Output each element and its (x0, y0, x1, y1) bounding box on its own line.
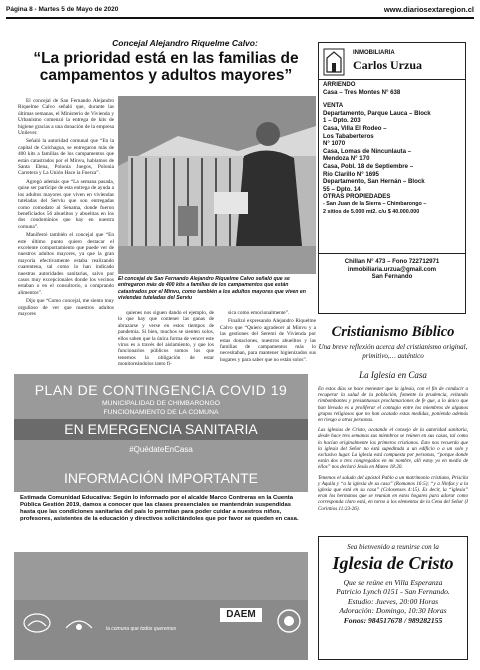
church-address-1: Que se reúne en Villa Esperanza (343, 578, 443, 587)
realestate-item: Departamento, Parque Lauca – Block (323, 109, 431, 117)
header-rule (6, 17, 474, 19)
realestate-phone: Chillan N° 473 – Fono 722712971 (344, 258, 440, 265)
realestate-item: 55 – Dpto. 14 (323, 185, 361, 193)
realestate-list (323, 81, 463, 216)
article-column-1 (18, 98, 114, 368)
realestate-name: Carlos Urzua (353, 58, 422, 72)
paragraph: Las iglesias de Cristo, acatando el consejo de la autoridad sanitaria, desde hace tres semanas sus miembros se reúnen en sus casas, tal como lo hacían originalmente los primeros cristianos. Esto nos recuerda que la iglesia del Señor no está supeditada a un edificio o a un solo y exclusivo lugar. La iglesia está compuesta por personas, “porque donde están dos o tres congregados en mi nombre, allí estoy yo en medio de ellos” nos declaró Jesús en Mateo 18:20. (318, 427, 468, 471)
cristianismo-subtitle: Una breve reflexión acerca del cristianismo original, primitivo,… auténtico (318, 343, 468, 360)
cristianismo-title: Cristianismo Bíblico (331, 324, 455, 340)
page-date: Página 8 - Martes 5 de Mayo de 2020 (6, 6, 119, 13)
realestate-ad (318, 42, 466, 314)
cristianismo-body (318, 386, 468, 512)
realestate-item: Río Clarillo N° 1695 (323, 170, 379, 178)
article-column-3 (220, 310, 316, 370)
realestate-item: Casa – Tres Montes N° 638 (323, 88, 401, 96)
page-header (6, 4, 474, 16)
article-kicker: Concejal Alejandro Riquelme Calvo: (112, 38, 258, 48)
realestate-city: San Fernando (371, 273, 413, 281)
realestate-item: Casa, Pobl. 18 de Septiembre – (323, 162, 414, 170)
paragraph: El concejal de San Fernando Alejandro Riquelme Calvo señaló que, durante las últimas semanas, el Ministerio de Vivienda y Urbanismo comenzó la entrega de kits de higiene gracias a una donación de la empresa Unilever. (18, 98, 114, 137)
realestate-item: 1 – Dpto. 203 (323, 117, 361, 125)
church-worship: Adoración: Domingo, 10:30 Horas (339, 606, 447, 616)
site-url[interactable]: www.diariosextaregion.cl (383, 5, 474, 14)
realestate-divider-bottom (319, 253, 465, 254)
photo-caption: El concejal de San Fernando Alejandro Riquelme Calvo señaló que se entregaron más de 400 kits a familias de los campamentos que están catastrados por el Minvu, como también a los adultos mayores que viven en viviendas tuteladas del Serviu (118, 276, 306, 302)
covid-info-text: Estimada Comunidad Educativa: Según lo informado por el alcalde Marco Contreras en la Cuenta Pública Gestión 2019, damos a conocer que las clases presenciales se mantendrán suspendidas hasta que las condiciones sanitarias del país lo permitan para poder cuidar a nuestros niños, profesores, asistentes de la educación y directivos solicitándoles que por favor se queden en casa. (20, 495, 299, 522)
covid-info-title: INFORMACIÓN IMPORTANTE (64, 470, 258, 486)
covid-ad (14, 374, 308, 660)
realestate-item: Departamento, San Hernán – Block (323, 178, 425, 186)
realestate-item: Casa, Villa El Rodeo – (323, 124, 387, 132)
realestate-divider (319, 79, 465, 80)
paragraph: Dijo que “Como concejal, me siento muy orgulloso de ver que nuestros adultos mayores (18, 298, 114, 317)
paragraph: Agregó además que “La semana pasada, quise ser partícipe de esta entrega de ayuda a los adultos mayores que viven en viviendas tuteladas del Serviu que son entregadas como comodato al Senama, donde fueron beneficiados 56 abuelitos y abuelitas en los dos condominios que hay en nuestra comuna”. (18, 178, 114, 230)
article-photo (118, 96, 316, 274)
chimbarongo-logo-icon (22, 612, 52, 634)
covid-plan-title: PLAN DE CONTINGENCIA COVID 19 (34, 382, 288, 398)
article-column-2 (118, 310, 214, 370)
church-ad (318, 536, 468, 660)
realestate-heading: ARRIENDO (323, 81, 356, 88)
church-address-2: Patricio Lynch 0151 - San Fernando. (336, 587, 450, 597)
realestate-label: INMOBILIARIA (353, 50, 395, 56)
realestate-item: Mendoza N° 170 (323, 155, 370, 163)
realestate-contact (319, 258, 465, 281)
realestate-logo-icon (323, 48, 345, 76)
paragraph: En estos días se hace menester que la iglesia, con el fin de conducir a recuperar la salud de la población, fomente la prudencia, evitando rimbombantes y presuntuosas proclamaciones de fe que, a lo único que han llevado es a proliferar el contagio entre los miembros de algunos grupos religiosos que no han acatado estas medidas, poniendo además en riesgo a otras personas. (318, 386, 468, 424)
church-phones: Fonos: 984517678 / 989282155 (343, 615, 443, 625)
realestate-item: - San Juan de la Sierra – Chimbarongo – (323, 200, 427, 207)
covid-function: FUNCIONAMIENTO DE LA COMUNA (103, 409, 219, 416)
church-welcome: Sea bienvenido a reunirse con la (347, 543, 439, 551)
covid-emergency: EN EMERGENCIA SANITARIA (64, 421, 258, 437)
realestate-item: Los Tababerteros (323, 132, 374, 140)
realestate-item: OTRAS PROPIEDADES (323, 193, 391, 201)
realestate-item: N° 1070 (323, 140, 346, 148)
covid-slogan: la comuna que todos queremos (106, 626, 177, 632)
paragraph: sica como emocionalmente”. (228, 310, 290, 316)
realestate-item: Casa, Lomas de Nincunlauta – (323, 147, 412, 155)
paragraph: Señaló la autoridad comunal que “En la capital de Colchagua, se entregaron más de 400 kits a familias de los campamentos que están catastrados por el Minvu, hablamos de Santa Elena, Polonia Juegos, Polonia Carretera y La Unión Hace la Fuerza”. (18, 138, 114, 177)
paragraph: Tenemos el saludo del apóstol Pablo a un matrimonio cristiano, Priscila y Aquila y “a la iglesia de su casa” (Romanos 16:5); “y a Ninfas y a la iglesia que está en su casa” (Colosenses 4:15). Es decir, la “iglesia” eran los hermanos que se reunían en estos hogares para adorar como corresponda claro está, en torno a los elementos de la Cena del Señor (I Corintios 11:23-26). (318, 474, 468, 512)
church-study: Estudio: Jueves, 20:00 Horas (347, 596, 439, 606)
article-headline: “La prioridad está en las familias de campamentos y adultos mayores” (33, 50, 299, 84)
education-seal-icon (276, 608, 302, 634)
cristianismo-section-title: La Iglesia en Casa (359, 370, 427, 380)
covid-municipality: MUNICIPALIDAD DE CHIMBARONGO (101, 400, 221, 407)
realestate-heading: VENTA (323, 102, 344, 110)
paragraph: Manifestó también el concejal que “En este último punto quiero destacar el excelente comportamiento que puede ver de nuestros adultos mayores, ya que la gran mayoría efectivamente estaba realizando cuarentena, tal como lo han indicado nuestras autoridades sanitarias, salvo por casos muy excepcionales donde los vecinos estaban o en el consultorio, o comprando alimentos”. (18, 232, 114, 296)
municipality-seal-icon (64, 612, 94, 634)
daem-logo: DAEM (220, 608, 262, 622)
paragraph: quienes nos siguen dando el ejemplo, de lo que hay que contener las ganas de abrazarse y verse en estos tiempos de pandemia. Si bien, muchos se sienten solos, ellos saben que la única forma de vencer este virus es a través del aislamiento, y que los funcionarios públicos somos los que tenemos la obligación de estar monitoreándolos tanto fí- (118, 310, 214, 368)
paragraph: Finalizó expresando Alejandro Riquelme Calvo que “Quiero agradecer al Minvu y a las gestiones del Seremi de Vivienda por estas donaciones, nuestros abuelitos y las familias de campamentos más lo necesitaban, para mantener higienizados sus hogares y para saber que no están solos”. (220, 318, 316, 363)
church-name: Iglesia de Cristo (332, 553, 454, 573)
realestate-item: 2 sitios de 5.000 mt2. c/u $ 40.000.000 (323, 208, 420, 215)
photo-illustration (118, 96, 316, 274)
realestate-email[interactable]: inmobiliaria.urzua@gmail.com (347, 265, 437, 273)
covid-hashtag: #QuédateEnCasa (129, 445, 193, 454)
